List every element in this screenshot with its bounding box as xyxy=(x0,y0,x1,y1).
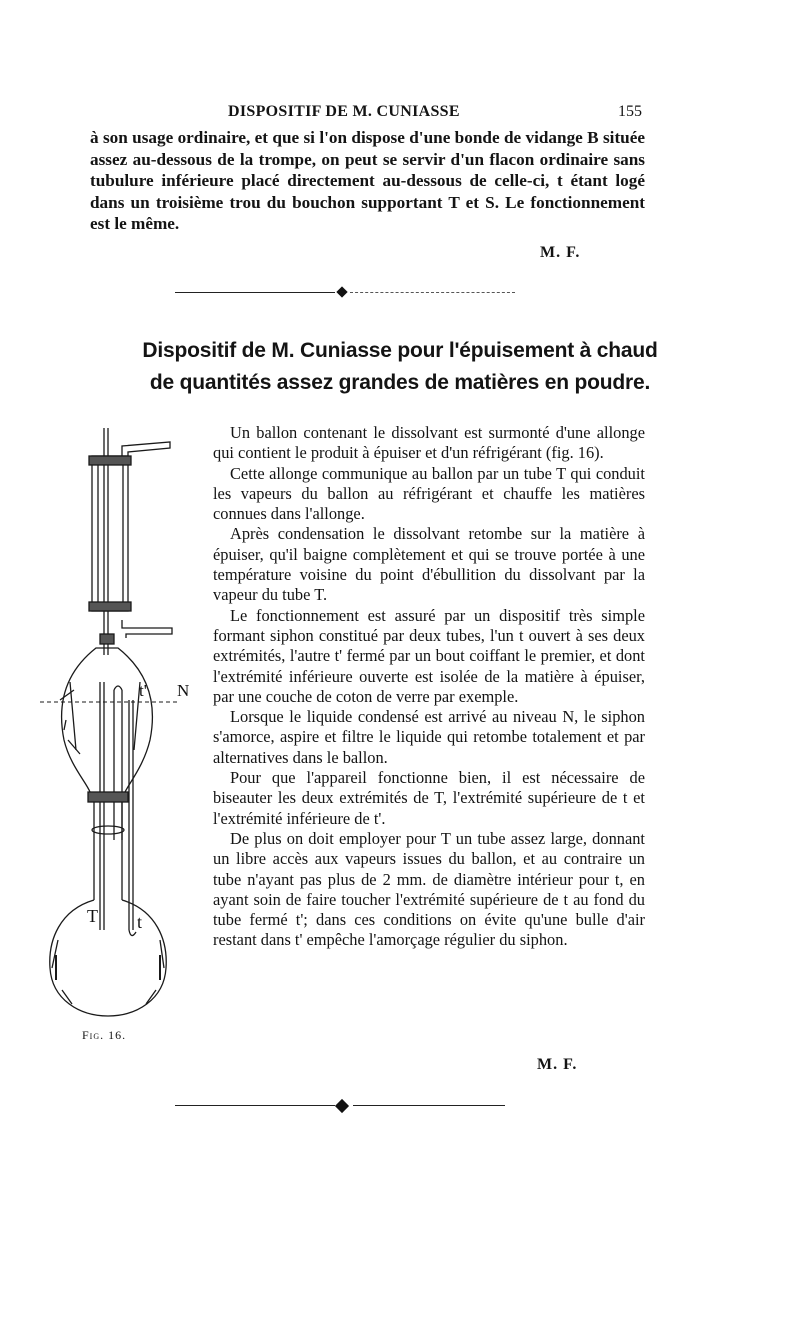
previous-article-paragraph: à son usage ordinaire, et que si l'on dispose d'une bonde de vidange B située assez au-dessous de la trompe, on peut se servir d'un flacon ordinaire sans tubulure inférieure placé directement au-dessous de celle-ci, t étant logé dans un troisième trou du bouchon supportant T et S. Le fonctionnement est le même. xyxy=(90,128,645,234)
end-separator xyxy=(175,1100,505,1112)
figure-label-t: t xyxy=(137,912,143,932)
article-paragraph: Pour que l'appareil fonctionne bien, il est nécessaire de biseauter les deux extrémités de T, l'extrémité supérieure de t et l'extrémité inférieure de t'. xyxy=(213,768,645,828)
section-separator xyxy=(175,288,515,298)
article-title-line-2: de quantités assez grandes de matières en poudre. xyxy=(149,371,651,394)
separator-diamond-icon xyxy=(336,286,347,297)
article-title-line-1: Dispositif de M. Cuniasse pour l'épuisement à chaud xyxy=(142,339,658,362)
running-title: DISPOSITIF DE M. CUNIASSE xyxy=(228,103,460,120)
article-paragraph: Après condensation le dissolvant retombe sur la matière à épuiser, qu'il baigne complètement et qui se trouve portée à une température voisine du point d'ébullition du dissolvant par la vapeur du tube T. xyxy=(213,524,645,605)
running-head xyxy=(0,103,800,127)
figure-label-t-prime: t' xyxy=(139,681,147,700)
previous-article-signature: M. F. xyxy=(540,244,581,261)
page-number: 155 xyxy=(618,103,642,120)
article-paragraph: De plus on doit employer pour T un tube assez large, donnant un libre accès aux vapeurs issues du ballon, et au contraire un tube n'ayant pas plus de 2 mm. de diamètre intérieur pour t, en ayant soin de faire toucher l'extrémité supérieure de t au fond du tube fermé t'; dans ces conditions on évite qu'une bulle d'air restant dans t' empêche l'amorçage régulier du siphon. xyxy=(213,828,645,950)
article-paragraph: Lorsque le liquide condensé est arrivé au niveau N, le siphon s'amorce, aspire et filtre le liquide qui retombe totalement et par alternatives dans le ballon. xyxy=(213,707,645,767)
end-separator-diamond-icon xyxy=(335,1099,349,1113)
article-body xyxy=(213,423,645,951)
article-paragraph: Le fonctionnement est assuré par un dispositif très simple formant siphon constitué par deux tubes, l'un t ouvert à ses deux extrémités, l'autre t' fermé par un bout coiffant le premier, et dont l'extrémité inférieure ouverte est isolée de la matière à épuiser, par une couche de coton de verre par exemple. xyxy=(213,605,645,706)
article-signature: M. F. xyxy=(537,1056,578,1073)
figure-caption: Fig. 16. xyxy=(82,1028,127,1042)
figure-label-N: N xyxy=(177,681,190,700)
apparatus-figure xyxy=(40,420,205,1020)
article-paragraph: Un ballon contenant le dissolvant est surmonté d'une allonge qui contient le produit à épuiser et d'un réfrigérant (fig. 16). xyxy=(213,423,645,463)
figure-label-T: T xyxy=(87,906,98,926)
article-paragraph: Cette allonge communique au ballon par un tube T qui conduit les vapeurs du ballon au réfrigérant et chauffe les matières connues dans l'allonge. xyxy=(213,463,645,524)
